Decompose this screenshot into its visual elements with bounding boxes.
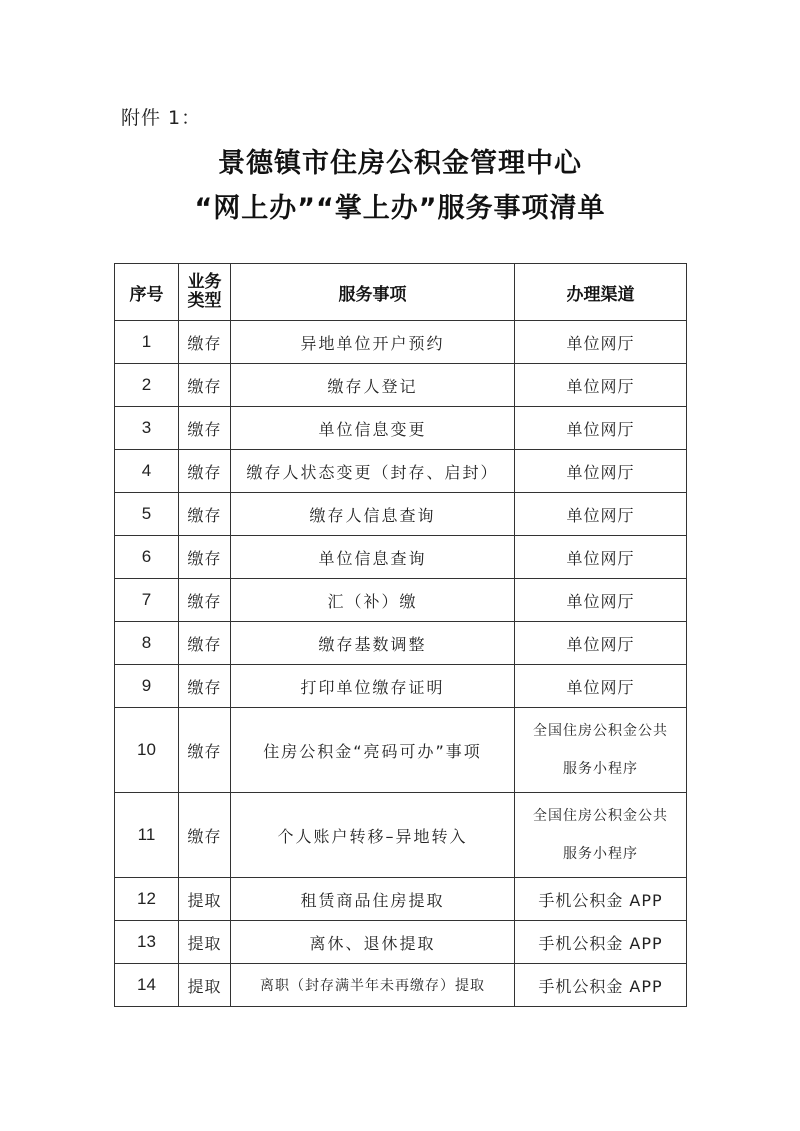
row-category: 缴存 — [179, 793, 231, 878]
row-category: 缴存 — [179, 708, 231, 793]
row-index: 12 — [115, 878, 179, 921]
row-channel-line2: 服务小程序 — [563, 761, 638, 777]
header-category-line1: 业务 — [187, 272, 222, 292]
row-service-item: 缴存基数调整 — [231, 622, 515, 665]
table-row — [115, 964, 687, 1007]
row-category: 提取 — [179, 921, 231, 964]
row-service-item: 缴存人状态变更（封存、启封） — [231, 450, 515, 493]
row-index: 7 — [115, 579, 179, 622]
row-channel: 单位网厅 — [515, 536, 687, 579]
row-channel: 单位网厅 — [515, 407, 687, 450]
row-channel: 单位网厅 — [515, 579, 687, 622]
row-service-item: 缴存人信息查询 — [231, 493, 515, 536]
table-row — [115, 708, 687, 793]
row-category: 缴存 — [179, 665, 231, 708]
table-row — [115, 536, 687, 579]
header-category-line2: 类型 — [187, 291, 222, 311]
table-row — [115, 579, 687, 622]
row-channel-line1: 全国住房公积金公共 — [533, 723, 668, 739]
row-service-item: 住房公积金“亮码可办”事项 — [231, 708, 515, 793]
row-service-item: 异地单位开户预约 — [231, 321, 515, 364]
row-category: 缴存 — [179, 364, 231, 407]
row-category: 缴存 — [179, 493, 231, 536]
row-channel: 手机公积金 APP — [515, 964, 687, 1007]
row-channel: 单位网厅 — [515, 665, 687, 708]
table-row — [115, 665, 687, 708]
row-service-item: 离职（封存满半年未再缴存）提取 — [231, 964, 515, 1007]
row-service-item: 汇（补）缴 — [231, 579, 515, 622]
row-channel-line2: 服务小程序 — [563, 846, 638, 862]
attachment-label: 附件 1： — [121, 107, 202, 129]
table-row — [115, 364, 687, 407]
row-index: 6 — [115, 536, 179, 579]
header-index: 序号 — [115, 264, 179, 321]
row-channel — [515, 793, 687, 878]
table-row — [115, 407, 687, 450]
row-index: 13 — [115, 921, 179, 964]
document-title: 景德镇市住房公积金管理中心 — [218, 148, 582, 179]
header-service: 服务事项 — [231, 264, 515, 321]
row-service-item: 租赁商品住房提取 — [231, 878, 515, 921]
table-header-row — [115, 264, 687, 321]
row-channel: 单位网厅 — [515, 321, 687, 364]
row-index: 8 — [115, 622, 179, 665]
row-service-item: 打印单位缴存证明 — [231, 665, 515, 708]
row-index: 5 — [115, 493, 179, 536]
row-category: 缴存 — [179, 536, 231, 579]
row-category: 缴存 — [179, 622, 231, 665]
row-channel: 手机公积金 APP — [515, 878, 687, 921]
row-channel: 单位网厅 — [515, 364, 687, 407]
table-row — [115, 921, 687, 964]
row-service-item: 单位信息查询 — [231, 536, 515, 579]
row-category: 缴存 — [179, 407, 231, 450]
row-index: 9 — [115, 665, 179, 708]
row-service-item: 单位信息变更 — [231, 407, 515, 450]
row-index: 4 — [115, 450, 179, 493]
row-service-item: 离休、退休提取 — [231, 921, 515, 964]
row-service-item: 缴存人登记 — [231, 364, 515, 407]
header-category — [179, 264, 231, 321]
row-category: 缴存 — [179, 579, 231, 622]
row-channel: 单位网厅 — [515, 622, 687, 665]
row-service-item: 个人账户转移–异地转入 — [231, 793, 515, 878]
row-index: 3 — [115, 407, 179, 450]
row-category: 缴存 — [179, 321, 231, 364]
row-channel: 单位网厅 — [515, 493, 687, 536]
row-index: 14 — [115, 964, 179, 1007]
table-row — [115, 793, 687, 878]
row-category: 缴存 — [179, 450, 231, 493]
table-row — [115, 321, 687, 364]
row-category: 提取 — [179, 878, 231, 921]
header-channel: 办理渠道 — [515, 264, 687, 321]
document-subtitle: “网上办”“掌上办”服务事项清单 — [194, 193, 606, 224]
row-channel: 单位网厅 — [515, 450, 687, 493]
table-row — [115, 493, 687, 536]
row-category: 提取 — [179, 964, 231, 1007]
table-row — [115, 450, 687, 493]
row-channel: 手机公积金 APP — [515, 921, 687, 964]
table-row — [115, 622, 687, 665]
row-index: 2 — [115, 364, 179, 407]
row-index: 1 — [115, 321, 179, 364]
row-channel-line1: 全国住房公积金公共 — [533, 808, 668, 824]
row-index: 10 — [115, 708, 179, 793]
row-channel — [515, 708, 687, 793]
table-row — [115, 878, 687, 921]
row-index: 11 — [115, 793, 179, 878]
service-items-table — [114, 263, 687, 1007]
